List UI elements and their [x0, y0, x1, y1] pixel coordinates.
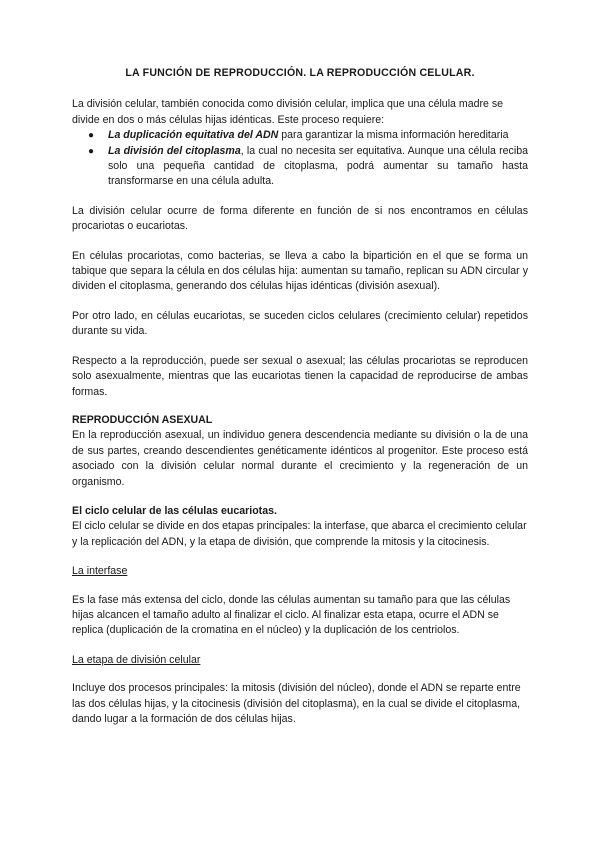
reproduction-paragraph: Respecto a la reproducción, puede ser sexual o asexual; las células procariotas se reproducen solo asexualmente, mientras que las eucariotas tienen la capacidad de reproducirse de ambas formas.: [72, 354, 528, 398]
document-page: [72, 66, 528, 727]
list-item-bold: La división del citoplasma: [108, 144, 241, 157]
forms-paragraph: La división celular ocurre de forma diferente en función de si nos encontramos en células procariotas o eucariotas.: [72, 204, 528, 233]
list-item: [72, 144, 528, 190]
interphase-heading: La interfase: [72, 565, 128, 578]
list-item-text: , la cual no necesita ser equitativa. Aunque una célula reciba solo una pequeña cantidad de citoplasma, podrá aumentar su tamaño hasta transformarse en una célula adulta.: [108, 144, 528, 188]
eukaryotes-paragraph: Por otro lado, en células eucariotas, se suceden ciclos celulares (crecimiento celular) repetidos durante su vida.: [72, 309, 528, 338]
list-item-text: para garantizar la misma información hereditaria: [278, 129, 509, 142]
intro-paragraph: La división celular, también conocida como división celular, implica que una célula madre se divide en dos o más células hijas idénticas. Este proceso requiere:: [72, 98, 504, 126]
asexual-heading: REPRODUCCIÓN ASEXUAL: [72, 413, 213, 426]
division-heading: La etapa de división celular: [72, 653, 201, 666]
division-paragraph: Incluye dos procesos principales: la mitosis (división del núcleo), donde el ADN se reparte entre las dos células hijas, y la citocinesis (división del citoplasma), en la cual se divide el citoplasma, dando lugar a la formación de dos células hijas.: [72, 682, 521, 725]
bullet-icon: ●: [88, 145, 95, 157]
interphase-paragraph: Es la fase más extensa del ciclo, donde las células aumentan su tamaño para que las células hijas alcancen el tamaño adulto al finalizar el ciclo. Al finalizar esta etapa, ocurre el ADN se replica (duplicación de la cromatina en el núcleo) y la duplicación de los centriolos.: [72, 593, 511, 637]
document-title: LA FUNCIÓN DE REPRODUCCIÓN. LA REPRODUCCIÓN CELULAR.: [125, 67, 475, 79]
cycle-heading: El ciclo celular de las células eucariotas.: [72, 504, 277, 517]
asexual-paragraph: En la reproducción asexual, un individuo genera descendencia mediante su división o la de una de sus partes, creando descendientes genéticamente idénticos al progenitor. Este proceso está asociado con la división celular normal durante el crecimiento y la regeneración de un organismo.: [72, 429, 528, 488]
bullet-icon: ●: [88, 130, 95, 142]
prokaryotes-paragraph: En células procariotas, como bacterias, se lleva a cabo la bipartición en el que se forma un tabique que separa la célula en dos células hija: aumentan su tamaño, replican su ADN circular y dividen el citoplasma, generando dos células hijas idénticas (división asexual).: [72, 249, 528, 293]
list-item: [72, 128, 528, 143]
requirements-list: [72, 128, 528, 190]
list-item-bold: La duplicación equitativa del ADN: [108, 129, 279, 142]
cycle-paragraph: El ciclo celular se divide en dos etapas principales: la interfase, que abarca el crecimiento celular y la replicación del ADN, y la etapa de división, que comprende la mitosis y la citocinesis.: [72, 520, 527, 548]
